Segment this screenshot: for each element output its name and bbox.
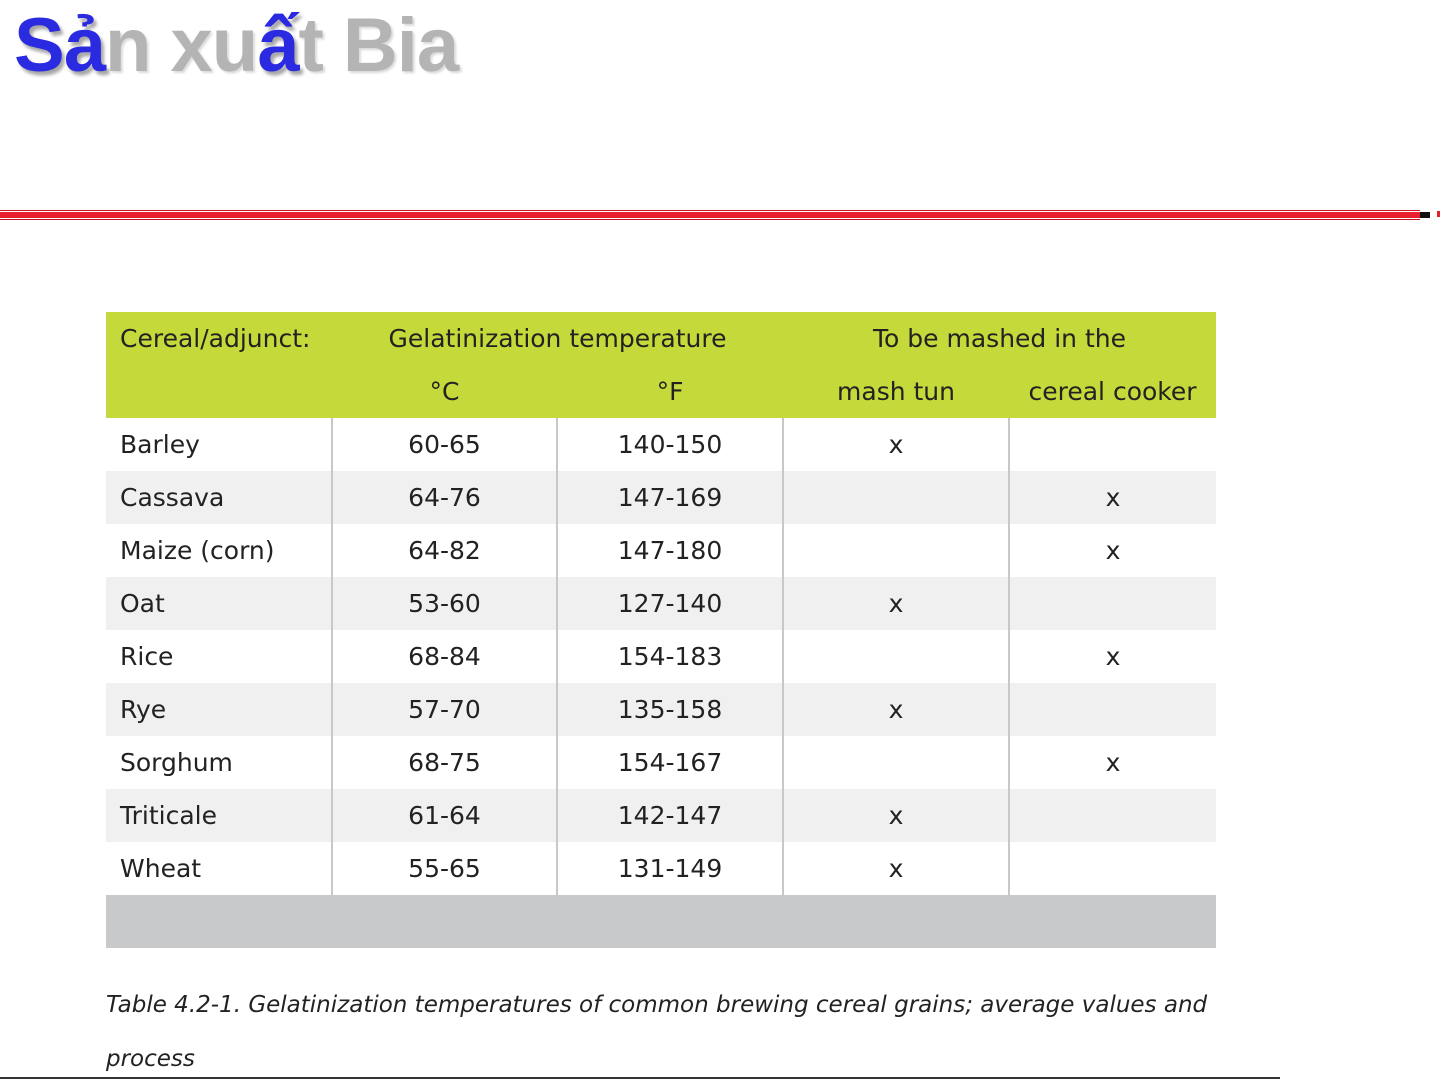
title-part-2: n xu <box>104 3 258 88</box>
divider-top-line <box>0 210 1420 211</box>
table-caption: Table 4.2-1. Gelatinization temperatures of common brewing cereal grains; average values and process <box>106 992 1208 1072</box>
cell-celsius: 60-65 <box>332 418 557 471</box>
cell-celsius: 68-84 <box>332 630 557 683</box>
table-row <box>106 789 1216 842</box>
table-header <box>106 312 1216 418</box>
cell-cereal: Wheat <box>120 854 202 883</box>
table-row <box>106 842 1216 895</box>
title-part-3: ấ <box>257 3 299 88</box>
cell-celsius: 53-60 <box>332 577 557 630</box>
cell-mash-tun: x <box>783 683 1009 736</box>
cell-mash-tun: x <box>783 789 1009 842</box>
cell-fahrenheit: 127-140 <box>557 577 783 630</box>
divider-end-cap <box>1420 212 1430 218</box>
cell-fahrenheit: 131-149 <box>557 842 783 895</box>
divider-end-dot <box>1437 211 1440 217</box>
table-row <box>106 577 1216 630</box>
divider-bottom-line <box>0 219 1420 220</box>
cell-cereal: Triticale <box>120 801 217 830</box>
cell-cereal: Rice <box>120 642 174 671</box>
cell-celsius: 64-82 <box>332 524 557 577</box>
cell-celsius: 64-76 <box>332 471 557 524</box>
table-footer-cell <box>106 895 1216 948</box>
cell-cereal: Maize (corn) <box>120 536 275 565</box>
title-part-4: t Bia <box>298 3 459 88</box>
cell-mash-tun: x <box>783 577 1009 630</box>
cell-fahrenheit: 140-150 <box>557 418 783 471</box>
cell-celsius: 68-75 <box>332 736 557 789</box>
cell-cereal-cooker <box>1009 577 1216 630</box>
cell-fahrenheit: 142-147 <box>557 789 783 842</box>
cell-mash-tun <box>783 471 1009 524</box>
cell-cereal: Cassava <box>120 483 225 512</box>
cell-cereal: Barley <box>120 430 200 459</box>
slide-title <box>14 3 459 88</box>
cell-mash-tun <box>783 524 1009 577</box>
header-row-2 <box>106 365 1216 418</box>
cell-fahrenheit: 154-183 <box>557 630 783 683</box>
cell-cereal: Oat <box>120 589 165 618</box>
header-mashed-in: To be mashed in the <box>873 324 1126 353</box>
cell-cereal-cooker: x <box>1009 630 1216 683</box>
header-fahrenheit: °F <box>656 377 684 406</box>
cell-fahrenheit: 154-167 <box>557 736 783 789</box>
header-mash-tun: mash tun <box>837 377 955 406</box>
gelatinization-table <box>106 312 1216 948</box>
cell-fahrenheit: 147-180 <box>557 524 783 577</box>
cell-cereal-cooker <box>1009 683 1216 736</box>
header-row-1 <box>106 312 1216 365</box>
footer-line <box>0 1077 1280 1079</box>
cell-mash-tun: x <box>783 418 1009 471</box>
table-row <box>106 683 1216 736</box>
table-row <box>106 630 1216 683</box>
header-cereal: Cereal/adjunct: <box>120 324 311 353</box>
cell-fahrenheit: 135-158 <box>557 683 783 736</box>
table-row <box>106 471 1216 524</box>
divider-red-bar <box>0 212 1420 218</box>
cell-fahrenheit: 147-169 <box>557 471 783 524</box>
table-footer-band <box>106 895 1216 948</box>
header-empty <box>106 365 332 418</box>
cell-mash-tun <box>783 630 1009 683</box>
cell-cereal-cooker: x <box>1009 524 1216 577</box>
cell-celsius: 61-64 <box>332 789 557 842</box>
table-body <box>106 418 1216 948</box>
cell-cereal-cooker <box>1009 789 1216 842</box>
header-gelatinization-temperature: Gelatinization temperature <box>388 324 727 353</box>
cell-cereal-cooker: x <box>1009 736 1216 789</box>
table-row <box>106 418 1216 471</box>
cell-celsius: 57-70 <box>332 683 557 736</box>
cell-mash-tun: x <box>783 842 1009 895</box>
title-part-1: Sả <box>14 3 105 88</box>
cell-cereal: Rye <box>120 695 167 724</box>
table-row <box>106 736 1216 789</box>
header-celsius: °C <box>429 377 460 406</box>
data-table <box>106 312 1216 948</box>
cell-cereal-cooker: x <box>1009 471 1216 524</box>
cell-mash-tun <box>783 736 1009 789</box>
header-cereal-cooker: cereal cooker <box>1028 377 1197 406</box>
cell-cereal: Sorghum <box>120 748 233 777</box>
cell-cereal-cooker <box>1009 842 1216 895</box>
cell-celsius: 55-65 <box>332 842 557 895</box>
table-row <box>106 524 1216 577</box>
title-divider <box>0 210 1420 220</box>
cell-cereal-cooker <box>1009 418 1216 471</box>
